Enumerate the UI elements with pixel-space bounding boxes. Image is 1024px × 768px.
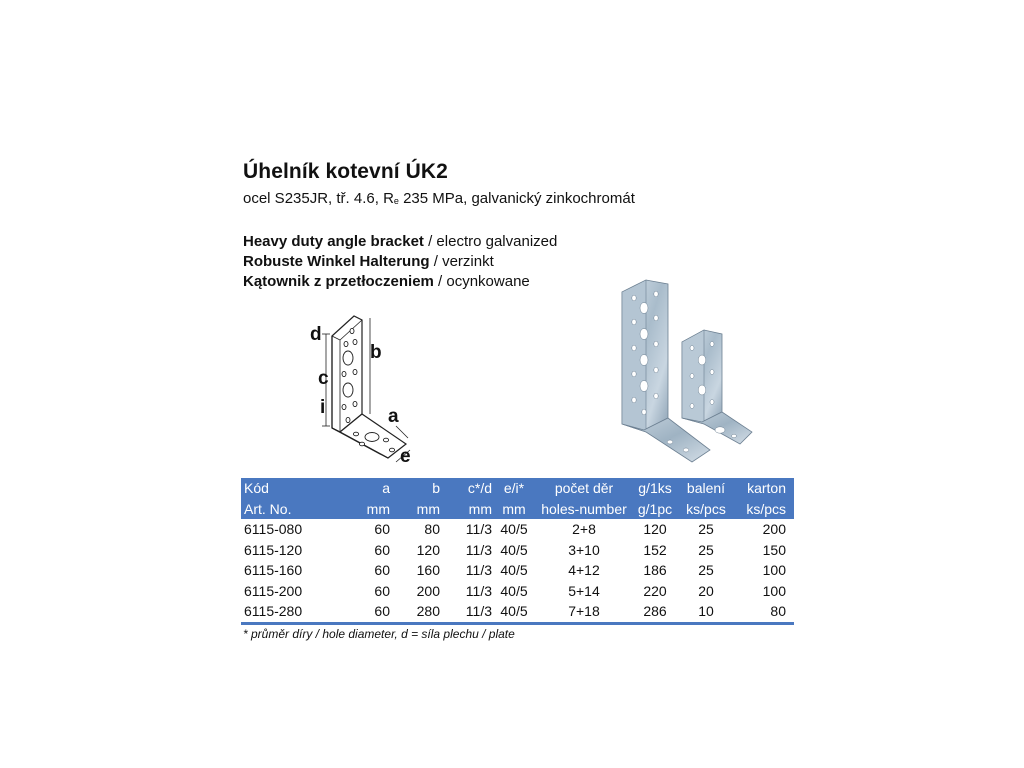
material-spec-prefix: ocel S235JR, tř. 4.6, R <box>243 190 394 207</box>
cell-cd: 11/3 <box>465 521 492 538</box>
cell-cd: 11/3 <box>465 562 492 579</box>
header-ei: e/i* <box>503 480 525 497</box>
header-unit-ei: mm <box>502 500 526 517</box>
cell-b: 160 <box>416 562 440 579</box>
cell-code: 6115-120 <box>244 541 303 558</box>
header-art-no: Art. No. <box>244 500 292 517</box>
cell-package: 25 <box>698 521 714 538</box>
header-unit-cd: mm <box>468 500 492 517</box>
cell-ei: 40/5 <box>500 521 528 538</box>
cell-cd: 11/3 <box>440 601 492 623</box>
table-header-row <box>241 478 794 499</box>
cell-weight: 220 <box>643 582 667 599</box>
cell-b: 280 <box>390 601 440 623</box>
product-name-en-rest: / electro galvanized <box>423 233 558 250</box>
product-name-en <box>243 233 557 250</box>
cell-weight: 152 <box>643 541 667 558</box>
cell-b: 120 <box>416 541 440 558</box>
cell-holes: 5+14 <box>568 582 600 599</box>
diagram-label-d: d <box>310 324 322 345</box>
header-a: a <box>382 480 390 497</box>
cell-package: 20 <box>698 582 714 599</box>
cell-carton: 80 <box>734 601 794 623</box>
cell-code: 6115-160 <box>244 562 303 579</box>
cell-a: 60 <box>374 541 390 558</box>
table-header-row <box>241 499 794 520</box>
footnote: * průměr díry / hole diameter, d = síla plechu / plate <box>243 627 515 641</box>
table-row <box>241 540 794 561</box>
header-carton: karton <box>747 480 786 497</box>
cell-holes: 3+10 <box>568 541 600 558</box>
table-row <box>241 519 794 540</box>
cell-carton: 100 <box>762 562 786 579</box>
product-name-de <box>243 253 494 270</box>
cell-holes: 4+12 <box>568 562 600 579</box>
product-photo <box>600 272 760 472</box>
header-unit-a: mm <box>366 500 390 517</box>
cell-ei: 40/5 <box>492 601 536 623</box>
material-spec <box>243 190 635 207</box>
diagram-label-c: c <box>318 368 329 389</box>
header-holes: počet děr <box>554 480 614 497</box>
cell-carton: 100 <box>762 582 786 599</box>
cell-weight: 286 <box>632 601 678 623</box>
header-package: balení <box>686 480 726 497</box>
product-title: Úhelník kotevní ÚK2 <box>243 160 448 183</box>
cell-code: 6115-080 <box>244 521 303 538</box>
product-name-pl-bold: Kątownik z przetłoczeniem <box>243 273 434 290</box>
material-spec-suffix: 235 MPa, galvanický zinkochromát <box>398 190 635 207</box>
cell-carton: 150 <box>762 541 786 558</box>
cell-b: 200 <box>416 582 440 599</box>
cell-weight: 186 <box>643 562 667 579</box>
diagram-label-e: e <box>400 446 411 467</box>
cell-a: 60 <box>374 582 390 599</box>
cell-cd: 11/3 <box>465 582 492 599</box>
table-row <box>241 560 794 581</box>
header-unit-carton: ks/pcs <box>746 500 786 517</box>
cell-ei: 40/5 <box>500 541 528 558</box>
cell-code: 6115-280 <box>241 601 332 623</box>
cell-carton: 200 <box>762 521 786 538</box>
cell-a: 60 <box>374 562 390 579</box>
short-bracket <box>682 330 752 444</box>
cell-ei: 40/5 <box>500 562 528 579</box>
cell-ei: 40/5 <box>500 582 528 599</box>
header-holes-number: holes-number <box>541 500 627 517</box>
cell-a: 60 <box>374 521 390 538</box>
spec-table <box>241 478 794 625</box>
cell-code: 6115-200 <box>244 582 303 599</box>
header-code: Kód <box>244 480 269 497</box>
cell-a: 60 <box>332 601 390 623</box>
bracket-dimension-diagram <box>296 310 426 470</box>
cell-package: 25 <box>698 562 714 579</box>
header-b: b <box>432 480 440 497</box>
diagram-label-b: b <box>370 342 382 363</box>
cell-b: 80 <box>424 521 440 538</box>
header-unit-package: ks/pcs <box>686 500 726 517</box>
diagram-label-a: a <box>388 406 399 427</box>
product-name-en-bold: Heavy duty angle bracket <box>243 233 424 250</box>
diagram-label-i: i <box>320 397 326 418</box>
cell-holes: 2+8 <box>572 521 596 538</box>
product-name-pl-rest: / ocynkowane <box>433 273 530 290</box>
table-row <box>241 601 794 623</box>
header-weight: g/1ks <box>638 480 672 497</box>
table-row <box>241 581 794 602</box>
material-spec-subscript: e <box>393 196 399 206</box>
cell-holes: 7+18 <box>536 601 632 623</box>
header-cd: c*/d <box>467 480 492 497</box>
cell-package: 25 <box>698 541 714 558</box>
cell-cd: 11/3 <box>465 541 492 558</box>
header-unit-weight: g/1pc <box>637 500 673 517</box>
product-name-pl <box>243 273 530 290</box>
product-name-de-rest: / verzinkt <box>429 253 494 270</box>
header-unit-b: mm <box>416 500 440 517</box>
cell-weight: 120 <box>643 521 667 538</box>
product-name-de-bold: Robuste Winkel Halterung <box>243 253 430 270</box>
cell-package: 10 <box>678 601 734 623</box>
